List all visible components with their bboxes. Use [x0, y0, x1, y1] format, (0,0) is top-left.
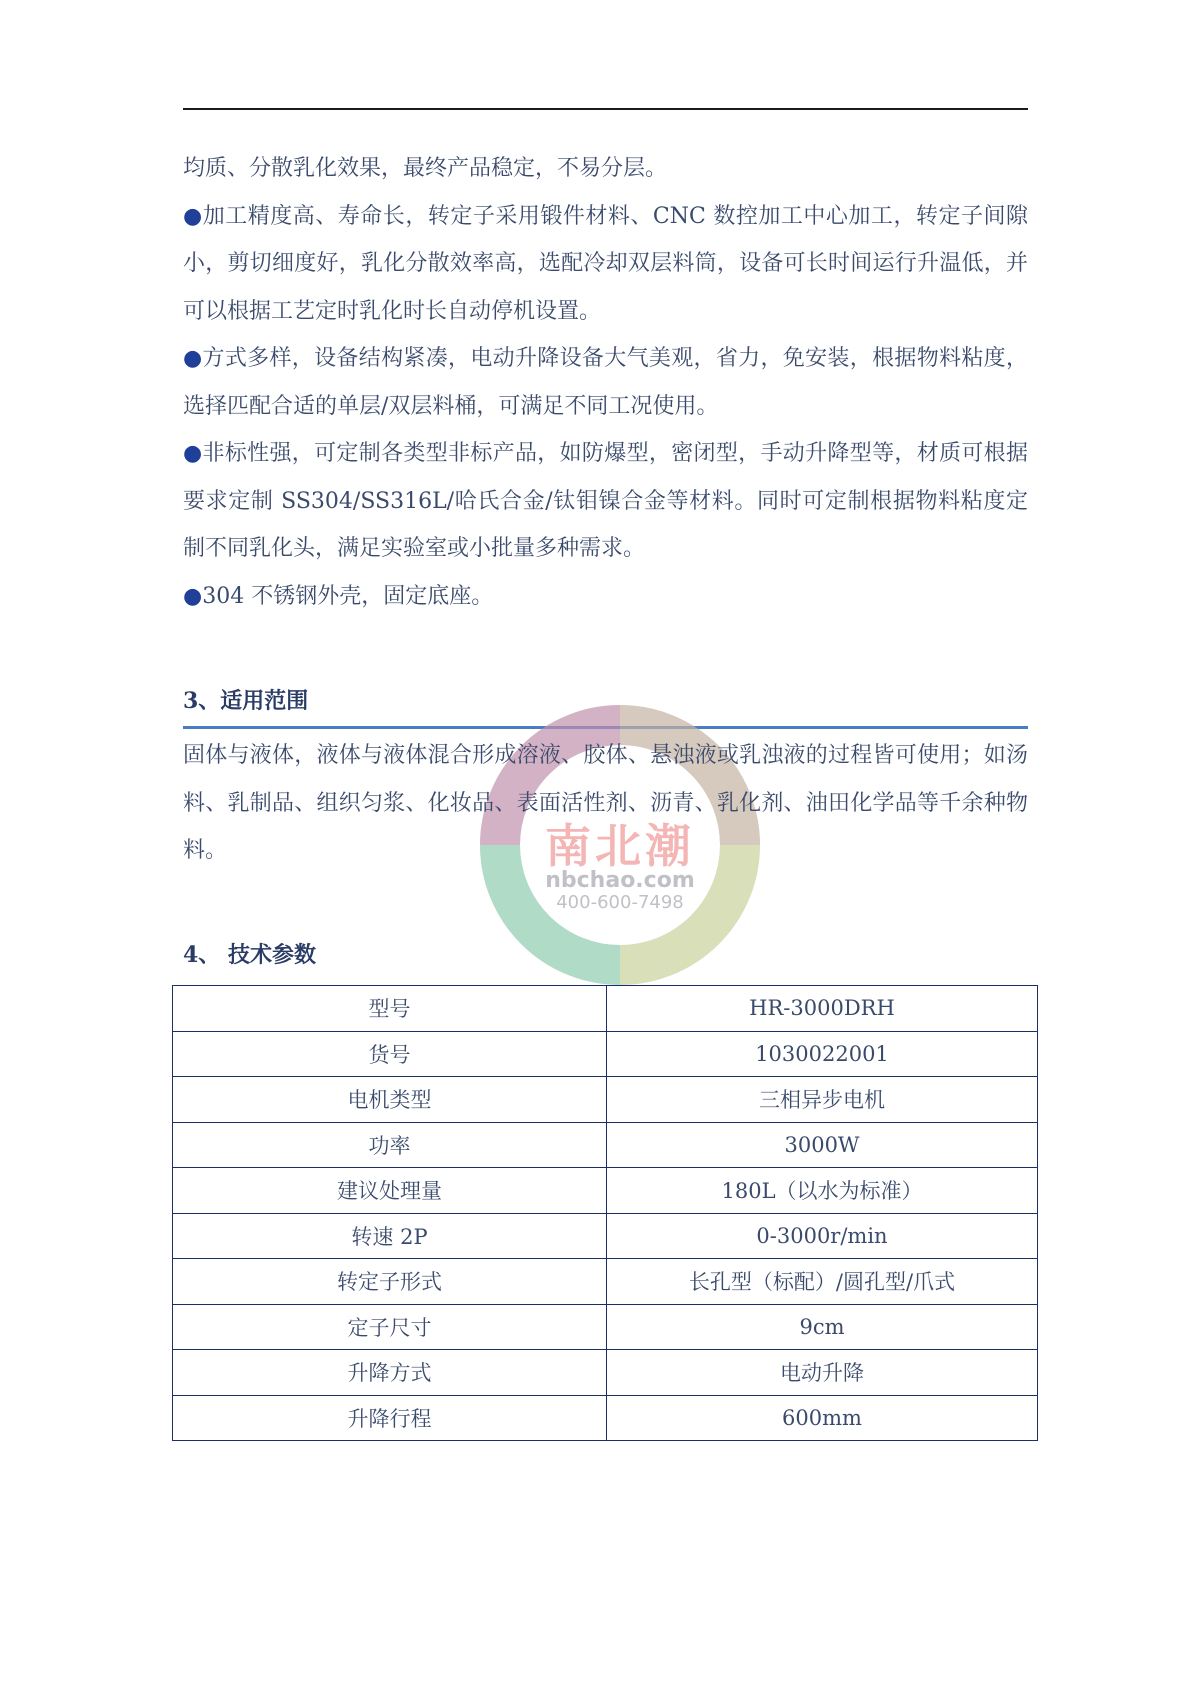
feature-item — [183, 430, 1028, 573]
spec-value: 三相异步电机 — [607, 1077, 1038, 1123]
table-row — [173, 1395, 1038, 1441]
spec-key: 电机类型 — [173, 1077, 607, 1123]
spec-key: 升降行程 — [173, 1395, 607, 1441]
spec-value: 9cm — [607, 1304, 1038, 1350]
spec-key: 功率 — [173, 1122, 607, 1168]
table-row — [173, 1304, 1038, 1350]
bullet-dot-icon: ● — [183, 346, 203, 371]
table-row — [173, 1077, 1038, 1123]
feature-text: 方式多样，设备结构紧凑，电动升降设备大气美观，省力，免安装，根据物料粘度，选择匹配合适的单层/双层料桶，可满足不同工况使用。 — [183, 346, 1028, 419]
spec-value: 180L（以水为标准） — [607, 1168, 1038, 1214]
spec-value: 长孔型（标配）/圆孔型/爪式 — [607, 1259, 1038, 1305]
intro-line: 均质、分散乳化效果，最终产品稳定，不易分层。 — [183, 156, 668, 181]
spec-value: 1030022001 — [607, 1031, 1038, 1077]
feature-text: 304 不锈钢外壳，固定底座。 — [202, 583, 494, 609]
header-rule — [183, 108, 1028, 110]
section-4-title: 4、 技术参数 — [183, 942, 316, 968]
section-3-body — [183, 732, 1028, 875]
feature-text: 加工精度高、寿命长，转定子采用锻件材料、CNC 数控加工中心加工，转定子间隙小，剪切细度好，乳化分散效率高，选配冷却双层料筒，设备可长时间运行升温低，并可以根据工艺定时乳化时长自动停机设置。 — [183, 203, 1028, 324]
spec-value: 3000W — [607, 1122, 1038, 1168]
watermark-phone: 400-600-7498 — [556, 892, 684, 913]
spec-key: 升降方式 — [173, 1350, 607, 1396]
feature-item — [183, 193, 1028, 336]
table-row — [173, 1122, 1038, 1168]
bullet-dot-icon: ● — [183, 441, 203, 466]
application-text: 固体与液体，液体与液体混合形成溶液、胶体、悬浊液或乳浊液的过程皆可使用；如汤料、乳制品、组织匀浆、化妆品、表面活性剂、沥青、乳化剂、油田化学品等千余种物料。 — [183, 743, 1028, 863]
section-3-title: 3、适用范围 — [183, 688, 309, 714]
spec-key: 型号 — [173, 986, 607, 1032]
spec-key: 转速 2P — [173, 1213, 607, 1259]
spec-value: 600mm — [607, 1395, 1038, 1441]
table-row — [173, 986, 1038, 1032]
spec-table — [172, 985, 1038, 1441]
spec-value: HR-3000DRH — [607, 986, 1038, 1032]
spec-key: 定子尺寸 — [173, 1304, 607, 1350]
table-row — [173, 1213, 1038, 1259]
table-row — [173, 1168, 1038, 1214]
feature-item — [183, 573, 1028, 621]
feature-item — [183, 335, 1028, 430]
bullet-dot-icon: ● — [183, 583, 203, 609]
table-row — [173, 1259, 1038, 1305]
spec-value: 0-3000r/min — [607, 1213, 1038, 1259]
feature-text: 非标性强，可定制各类型非标产品，如防爆型，密闭型，手动升降型等，材质可根据要求定制 SS304/SS316L/哈氏合金/钛钼镍合金等材料。同时可定制根据物料粘度定制不同乳化头，满足实验室或小批量多种需求。 — [183, 441, 1028, 561]
spec-value: 电动升降 — [607, 1350, 1038, 1396]
bullet-dot-icon: ● — [183, 203, 203, 229]
spec-key: 建议处理量 — [173, 1168, 607, 1214]
spec-key: 转定子形式 — [173, 1259, 607, 1305]
table-row — [173, 1031, 1038, 1077]
feature-text-block — [183, 145, 1028, 620]
table-row — [173, 1350, 1038, 1396]
watermark-cn: 南北潮 — [545, 819, 695, 873]
spec-key: 货号 — [173, 1031, 607, 1077]
watermark-url: nbchao.com — [545, 868, 695, 893]
